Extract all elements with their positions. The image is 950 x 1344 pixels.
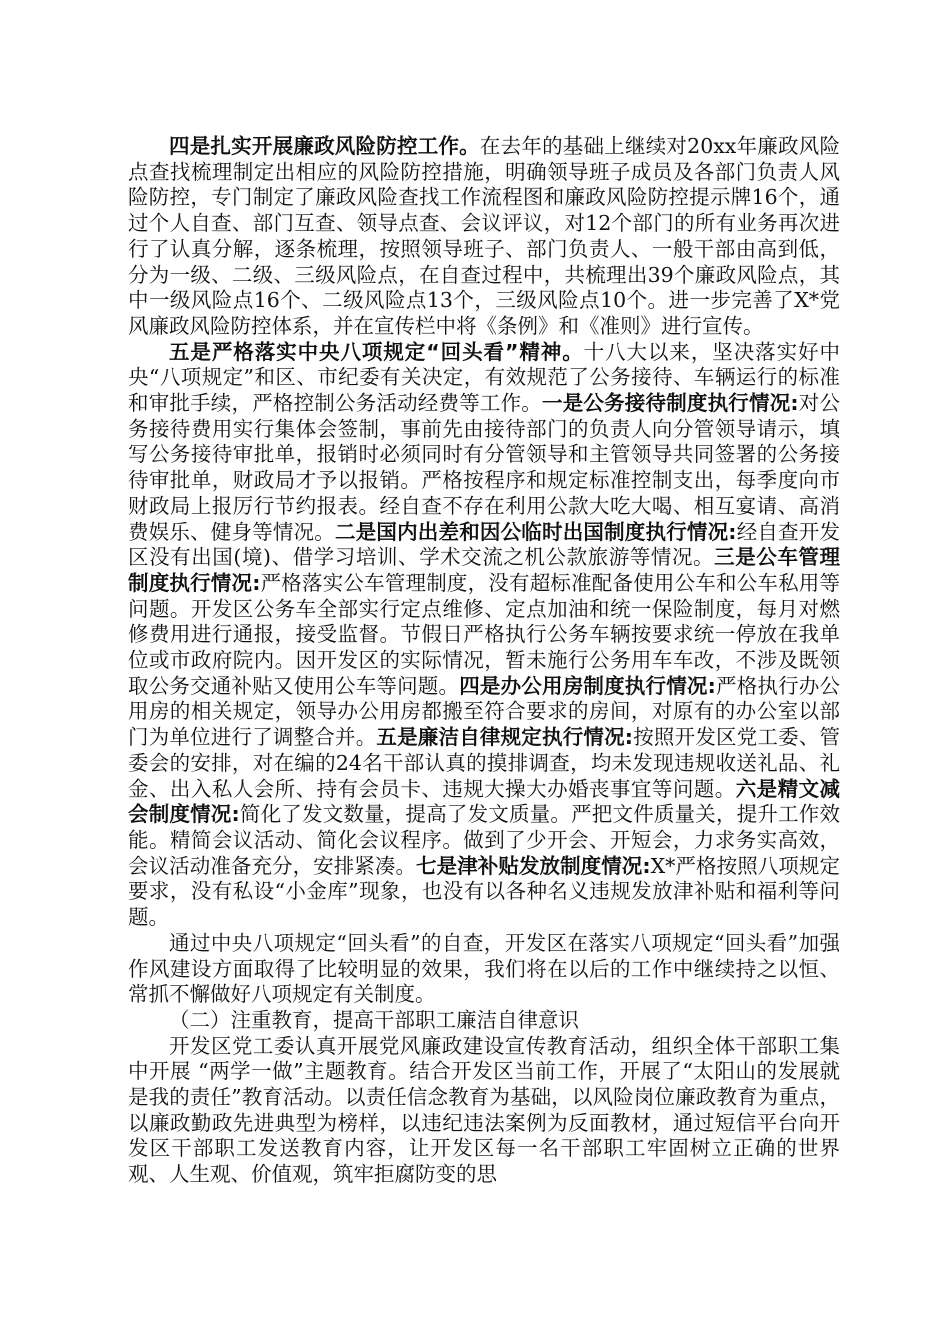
item-text: 严格执行办公用房的相关规定，领导办公用房都搬至符合要求的房间，对原有的办公室以部门为单位进行了调整合并。 xyxy=(128,673,841,750)
item-label: 七是津补贴发放制度情况: xyxy=(416,853,651,878)
item-text: 对公务接待费用实行集体会签制，事前先由接待部门的负责人向分管领导请示，填写公务接待审批单，报销时必须同时有分管领导和主管领导共同签署的公务接待审批单，财政局才予以报销。严格按程序和规定标准控制支出，每季度向市财政局上报厉行节约报表。经自查不存在利用公款大吃大喝、相互宴请、高消费娱乐、健身等情况。 xyxy=(128,391,841,544)
paragraph-summary: 通过中央八项规定“回头看”的自查，开发区在落实八项规定“回头看”加强作风建设方面取得了比较明显的效果，我们将在以后的工作中继续持之以恒、常抓不懈做好八项规定有关制度。 xyxy=(128,930,840,1007)
item-text: 严格落实公车管理制度，没有超标准配备使用公车和公车私用等问题。开发区公务车全部实行定点维修、定点加油和统一保险制度，每月对燃修费用进行通报，接受监督。节假日严格执行公务车辆按要求统一停放在我单位或市政府院内。因开发区的实际情况，暂未施行公务用车车改，不涉及既领取公务交通补贴又使用公车等问题。 xyxy=(128,570,841,698)
section-heading: （二）注重教育，提高干部职工廉洁自律意识 xyxy=(169,1007,579,1032)
item-text: 按照开发区党工委、管委会的安排，对在编的24名干部认真的摸排调查，均未发现违规收送礼品、礼金、出入私人会所、持有会员卡、违规大操大办婚丧事宜等问题。 xyxy=(128,725,841,801)
item-label: 五是廉洁自律规定执行情况: xyxy=(376,725,634,750)
document-page xyxy=(128,134,840,1188)
paragraph-body: 在去年的基础上继续对20xx年廉政风险点查找梳理制定出相应的风险防控措施，明确领导班子成员及各部门负责人风险防控，专门制定了廉政风险查找工作流程图和廉政风险防控提示牌16个，通过个人自查、部门互查、领导点查、会议评议，对12个部门的所有业务再次进行了认真分解，逐条梳理，按照领导班子、部门负责人、一般干部由高到低，分为一级、二级、三级风险点，在自查过程中，共梳理出39个廉政风险点，其中一级风险点16个、二级风险点13个，三级风险点10个。进一步完善了X*党风廉政风险防控体系，并在宣传栏中将《条例》和《准则》进行宣传。 xyxy=(128,134,840,338)
item-label: 四是办公用房制度执行情况: xyxy=(459,673,716,698)
item-label: 二是国内出差和因公临时出国制度执行情况: xyxy=(335,519,737,544)
item-label: 六是精文减会制度情况: xyxy=(128,776,841,827)
item-label: 一是公务接待制度执行情况: xyxy=(542,391,799,416)
paragraph-education: 开发区党工委认真开展党风廉政建设宣传教育活动，组织全体干部职工集中开展 “两学一做”主题教育。结合开发区当前工作，开展了“太阳山的发展就是我的责任”教育活动。以责任信念教育为基础，以风险岗位廉政教育为重点，以廉政勤政先进典型为榜样，以违纪违法案例为反面教材，通过短信平台向开发区干部职工发送教育内容，让开发区每一名干部职工牢固树立正确的世界观、人生观、价值观，筑牢拒腐防变的思 xyxy=(128,1033,840,1187)
paragraph-eight-rules xyxy=(128,340,840,931)
paragraph-intro: 十八大以来，坚决落实好中央“八项规定”和区、市纪委有关决定，有效规范了公务接待、车辆运行的标准和审批手续，严格控制公务活动经费等工作。 xyxy=(128,339,840,416)
paragraph-heading: 五是严格落实中央八项规定“回头看”精神。 xyxy=(169,339,584,364)
item-text: 经自查开发区没有出国(境)、借学习培训、学术交流之机公款旅游等情况。 xyxy=(128,519,840,570)
paragraph-heading: 四是扎实开展廉政风险防控工作。 xyxy=(169,134,480,158)
item-text: X*严格按照八项规定要求，没有私设“小金库”现象，也没有以各种名义违规发放津补贴和福利等问题。 xyxy=(128,853,841,930)
item-text: 简化了发文数量，提高了发文质量。严把文件质量关，提升工作效能。精简会议活动、简化会议程序。做到了少开会、开短会，力求务实高效，会议活动准备充分，安排紧凑。 xyxy=(128,802,840,878)
paragraph-risk-control xyxy=(128,134,840,340)
item-label: 三是公车管理制度执行情况: xyxy=(128,545,841,595)
